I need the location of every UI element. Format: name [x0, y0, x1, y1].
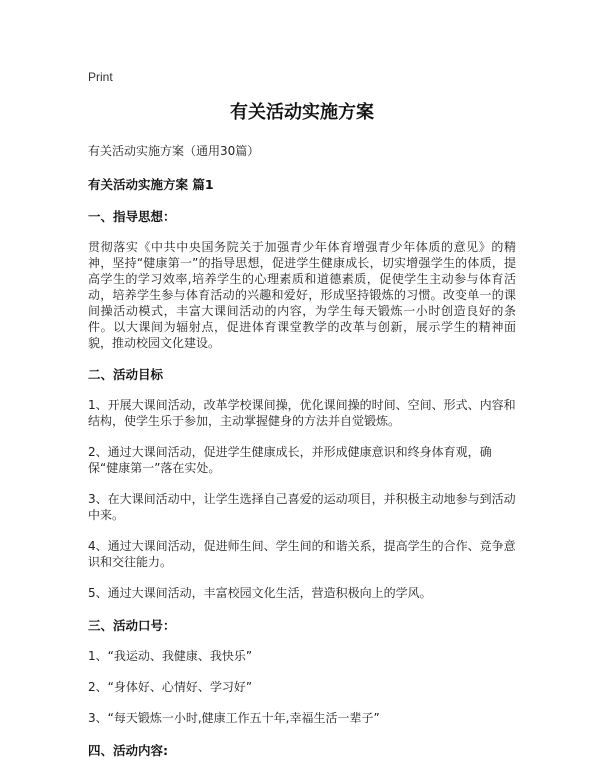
article-heading: 有关活动实施方案 篇1	[88, 177, 214, 192]
goal-item-5: 5、通过大课间活动，丰富校园文化生活，营造积极向上的学风。	[88, 586, 432, 600]
section-heading-goals: 二、活动目标	[88, 367, 164, 382]
goal-item-1: 1、开展大课间活动，改革学校课间操，优化课间操的时间、空间、形式、内容和结构，使学生乐于参加，主动掌握健身的方法并自觉锻炼。	[88, 398, 516, 428]
document-page	[88, 70, 516, 773]
goal-item-3: 3、在大课间活动中，让学生选择自己喜爱的运动项目，并积极主动地参与到活动中来。	[88, 492, 516, 522]
guiding-paragraph: 贯彻落实《中共中央国务院关于加强青少年体育增强青少年体质的意见》的精神，坚持“健康第一”的指导思想，促进学生健康成长，切实增强学生的体质，提高学生的学习效率,培养学生的心理素质和道德素质，促使学生主动参与体育活动，培养学生参与体育活动的兴趣和爱好，形成坚持锻炼的习惯。改变单一的课间操活动模式，丰富大课间活动的内容，为学生每天锻炼一小时创造良好的条件。以大课间为辐射点，促进体育课堂教学的改革与创新，展示学生的精神面貌，推动校园文化建设。	[88, 240, 516, 350]
goal-item-4: 4、通过大课间活动，促进师生间、学生间的和谐关系，提高学生的合作、竞争意识和交往能力。	[88, 539, 516, 569]
document-subtitle: 有关活动实施方案（通用30篇）	[88, 144, 260, 158]
goal-item-2: 2、通过大课间活动，促进学生健康成长，并形成健康意识和终身体育观，确保“健康第一”落在实处。	[88, 445, 492, 475]
print-link[interactable]: Print	[88, 70, 113, 84]
section-heading-guiding: 一、指导思想：	[88, 209, 176, 224]
section-heading-slogans: 三、活动口号：	[88, 618, 176, 633]
slogan-item-1: 1、“我运动、我健康、我快乐”	[88, 649, 253, 663]
page-title: 有关活动实施方案	[230, 102, 374, 123]
slogan-item-3: 3、“每天锻炼一小时,健康工作五十年,幸福生活一辈子”	[88, 711, 380, 725]
section-heading-content: 四、活动内容:	[88, 743, 168, 758]
slogan-item-2: 2、“身体好、心情好、学习好”	[88, 680, 253, 694]
